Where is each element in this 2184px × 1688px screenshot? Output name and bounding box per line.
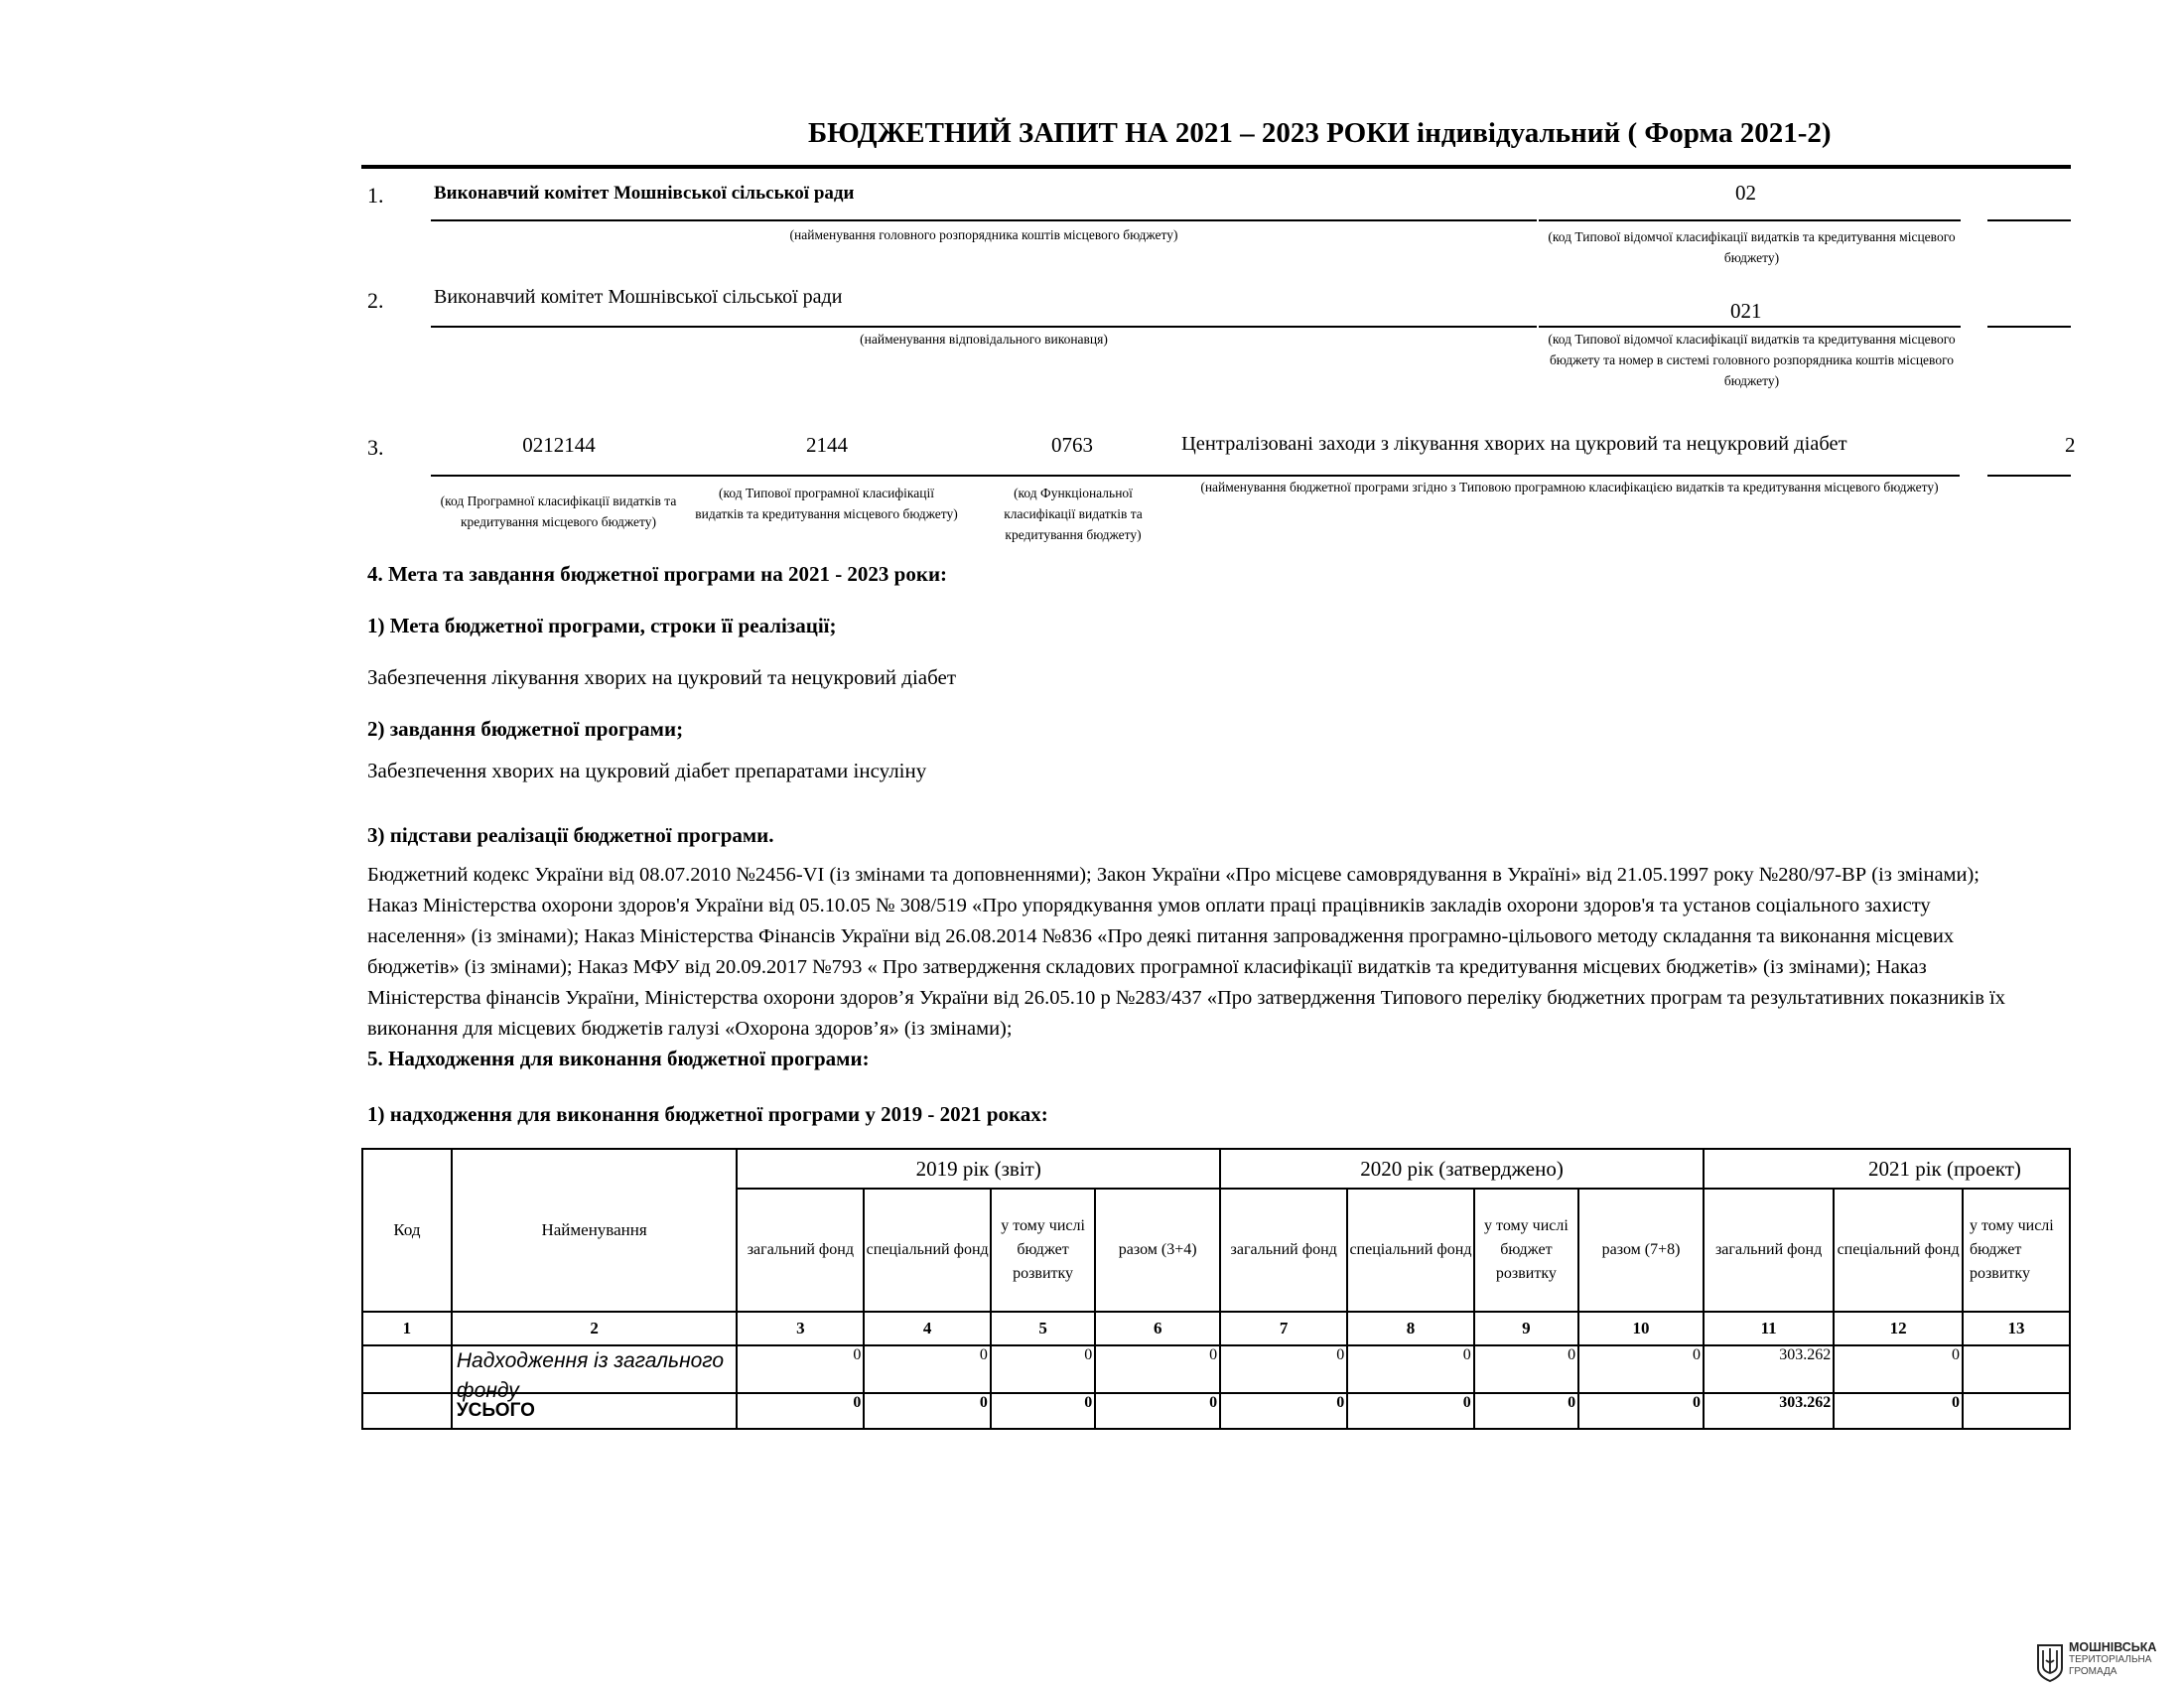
program-name-overflow: 2 — [2065, 433, 2076, 457]
row3-number: 3. — [367, 435, 384, 460]
functional-code: 0763 — [1051, 433, 1093, 457]
program-code: 0212144 — [522, 433, 596, 457]
cell-value: 0 — [737, 1345, 864, 1393]
table-row — [362, 1345, 2070, 1393]
cell-value: 0 — [1834, 1393, 1963, 1429]
col-number: 11 — [1704, 1312, 1834, 1345]
row1-code: 02 — [1735, 181, 1756, 205]
program-name-caption: (найменування бюджетної програми згідно з Типовою програмною класифікацією видатків та кредитування місцевого бюджету) — [1200, 480, 1939, 494]
cell-value: 0 — [1095, 1393, 1220, 1429]
row-code — [362, 1345, 452, 1393]
goal-text: Забезпечення лікування хворих на цукровий та нецукровий діабет — [367, 665, 957, 689]
row2-code-caption: (код Типової відомчої класифікації видатків та кредитування місцевого бюджету та номер в системі головного розпорядника коштів місцевого бюджету) — [1548, 332, 1956, 388]
receipts-heading: 1) надходження для виконання бюджетної програми у 2019 - 2021 роках: — [367, 1102, 1048, 1126]
header-year-2021: 2021 рік (проект) — [1704, 1149, 2070, 1189]
header-total: разом (7+8) — [1578, 1189, 1704, 1312]
row1-number: 1. — [367, 183, 384, 208]
col-number: 13 — [1963, 1312, 2070, 1345]
col-number: 3 — [737, 1312, 864, 1345]
document-title: БЮДЖЕТНИЙ ЗАПИТ НА 2021 – 2023 РОКИ індивідуальний ( Форма 2021-2) — [808, 117, 1832, 149]
community-logo — [2035, 1640, 2164, 1684]
cell-value: 0 — [1474, 1345, 1578, 1393]
cell-value: 0 — [1474, 1393, 1578, 1429]
cell-value: 0 — [991, 1345, 1095, 1393]
row2-name-line — [431, 326, 1537, 328]
row-name: УСЬОГО — [452, 1393, 737, 1429]
row2-code: 021 — [1730, 299, 1762, 323]
row-code — [362, 1393, 452, 1429]
basis-line: населення» (із змінами); Наказ Міністерства Фінансів України від 26.08.2014 №836 «Про деякі питання запровадження програмно-цільового методу складання та виконання місцевих — [367, 925, 1955, 947]
functional-code-caption: (код Функціональної класифікації видатків та кредитування бюджету) — [1004, 486, 1143, 542]
header-code: Код — [362, 1149, 452, 1312]
program-name: Централізовані заходи з лікування хворих на цукровий та нецукровий діабет — [1181, 433, 1847, 455]
col-number: 12 — [1834, 1312, 1963, 1345]
cell-value — [1963, 1393, 2070, 1429]
row2-name-caption: (найменування відповідального виконавця) — [860, 332, 1108, 347]
col-number: 5 — [991, 1312, 1095, 1345]
header-year-2020: 2020 рік (затверджено) — [1220, 1149, 1704, 1189]
header-general-fund: загальний фонд — [737, 1189, 864, 1312]
cell-value — [1963, 1345, 2070, 1393]
col-number: 10 — [1578, 1312, 1704, 1345]
typical-code: 2144 — [806, 433, 848, 457]
basis-line: Наказ Міністерства охорони здоров'я України від 05.10.05 № 308/519 «Про упорядкування умов оплати праці працівників закладів охорони здоров'я та установ соціального захисту — [367, 895, 1931, 916]
cell-value: 0 — [864, 1393, 990, 1429]
header-development-budget: у тому числі бюджет розвитку — [1963, 1189, 2070, 1312]
header-development-budget: у тому числі бюджет розвитку — [991, 1189, 1095, 1312]
col-number: 6 — [1095, 1312, 1220, 1345]
section5-heading: 5. Надходження для виконання бюджетної програми: — [367, 1047, 870, 1070]
logo-line2: ТЕРИТОРІАЛЬНА — [2069, 1654, 2152, 1665]
row-name-text: Надходження із загального фонду — [456, 1349, 725, 1402]
cell-value: 303.262 — [1704, 1393, 1834, 1429]
cell-value: 0 — [1347, 1345, 1473, 1393]
row2-number: 2. — [367, 288, 384, 313]
col-number: 8 — [1347, 1312, 1473, 1345]
title-rule — [361, 165, 2071, 169]
row-name — [452, 1345, 737, 1402]
cell-value: 0 — [1095, 1345, 1220, 1393]
header-development-budget: у тому числі бюджет розвитку — [1474, 1189, 1578, 1312]
receipts-table — [361, 1148, 2071, 1430]
row1-extra-line — [1987, 219, 2071, 221]
basis-text — [367, 860, 2005, 1045]
header-special-fund: спеціальний фонд — [1347, 1189, 1473, 1312]
row2-name: Виконавчий комітет Мошнівської сільської ради — [434, 286, 843, 308]
cell-value: 0 — [1578, 1345, 1704, 1393]
header-name: Найменування — [452, 1149, 737, 1312]
header-special-fund: спеціальний фонд — [864, 1189, 990, 1312]
col-number: 2 — [452, 1312, 737, 1345]
tasks-heading: 2) завдання бюджетної програми; — [367, 717, 684, 741]
cell-value: 0 — [1220, 1393, 1347, 1429]
header-year-2019: 2019 рік (звіт) — [737, 1149, 1220, 1189]
cell-value: 0 — [1347, 1393, 1473, 1429]
basis-line: Бюджетний кодекс України від 08.07.2010 №2456-VI (із змінами та доповненнями); Закон України «Про місцеве самоврядування в Україні» від 21.05.1997 року №280/97-ВР (із змінами); — [367, 864, 1980, 886]
goal-heading: 1) Мета бюджетної програми, строки її реалізації; — [367, 614, 837, 637]
basis-line: бюджетів» (із змінами); Наказ МФУ від 20.09.2017 №793 « Про затвердження складових програмної класифікації видатків та кредитування місцевих бюджетів» (із змінами); Наказ — [367, 956, 1927, 978]
row2-extra-line — [1987, 326, 2071, 328]
trident-icon — [2035, 1642, 2065, 1682]
basis-line: Міністерства фінансів України, Міністерства охорони здоров’я України від 26.05.10 р №283/437 «Про затвердження Типового переліку бюджетних програм та результативних показників їх — [367, 987, 2005, 1009]
header-special-fund: спеціальний фонд — [1834, 1189, 1963, 1312]
tasks-text: Забезпечення хворих на цукровий діабет препаратами інсуліну — [367, 759, 927, 782]
cell-value: 0 — [737, 1393, 864, 1429]
cell-value: 0 — [1834, 1345, 1963, 1393]
col-number: 4 — [864, 1312, 990, 1345]
row2-code-line — [1539, 326, 1961, 328]
section4-heading: 4. Мета та завдання бюджетної програми на 2021 - 2023 роки: — [367, 562, 948, 586]
row1-name-caption: (найменування головного розпорядника коштів місцевого бюджету) — [789, 227, 1178, 242]
logo-line3: ГРОМАДА — [2069, 1666, 2117, 1677]
row1-name-line — [431, 219, 1537, 221]
header-general-fund: загальний фонд — [1220, 1189, 1347, 1312]
program-code-caption: (код Програмної класифікації видатків та кредитування місцевого бюджету) — [440, 493, 677, 529]
row1-code-caption: (код Типової відомчої класифікації видатків та кредитування місцевого бюджету) — [1548, 229, 1956, 265]
cell-value: 0 — [1578, 1393, 1704, 1429]
col-number: 7 — [1220, 1312, 1347, 1345]
header-total: разом (3+4) — [1095, 1189, 1220, 1312]
header-general-fund: загальний фонд — [1704, 1189, 1834, 1312]
row1-code-line — [1539, 219, 1961, 221]
col-number: 9 — [1474, 1312, 1578, 1345]
basis-heading: 3) підстави реалізації бюджетної програми. — [367, 823, 774, 847]
cell-value: 0 — [1220, 1345, 1347, 1393]
cell-value: 303.262 — [1704, 1345, 1834, 1393]
basis-line: виконання для місцевих бюджетів галузі «Охорона здоров’я» (із змінами); — [367, 1018, 1013, 1040]
typical-code-caption: (код Типової програмної класифікації видатків та кредитування місцевого бюджету) — [695, 486, 958, 521]
logo-line1: МОШНІВСЬКА — [2069, 1640, 2157, 1654]
row1-name: Виконавчий комітет Мошнівської сільської ради — [434, 183, 855, 204]
table-row-total — [362, 1393, 2070, 1429]
cell-value: 0 — [864, 1345, 990, 1393]
row3-extra-line — [1987, 475, 2071, 477]
col-number: 1 — [362, 1312, 452, 1345]
cell-value: 0 — [991, 1393, 1095, 1429]
